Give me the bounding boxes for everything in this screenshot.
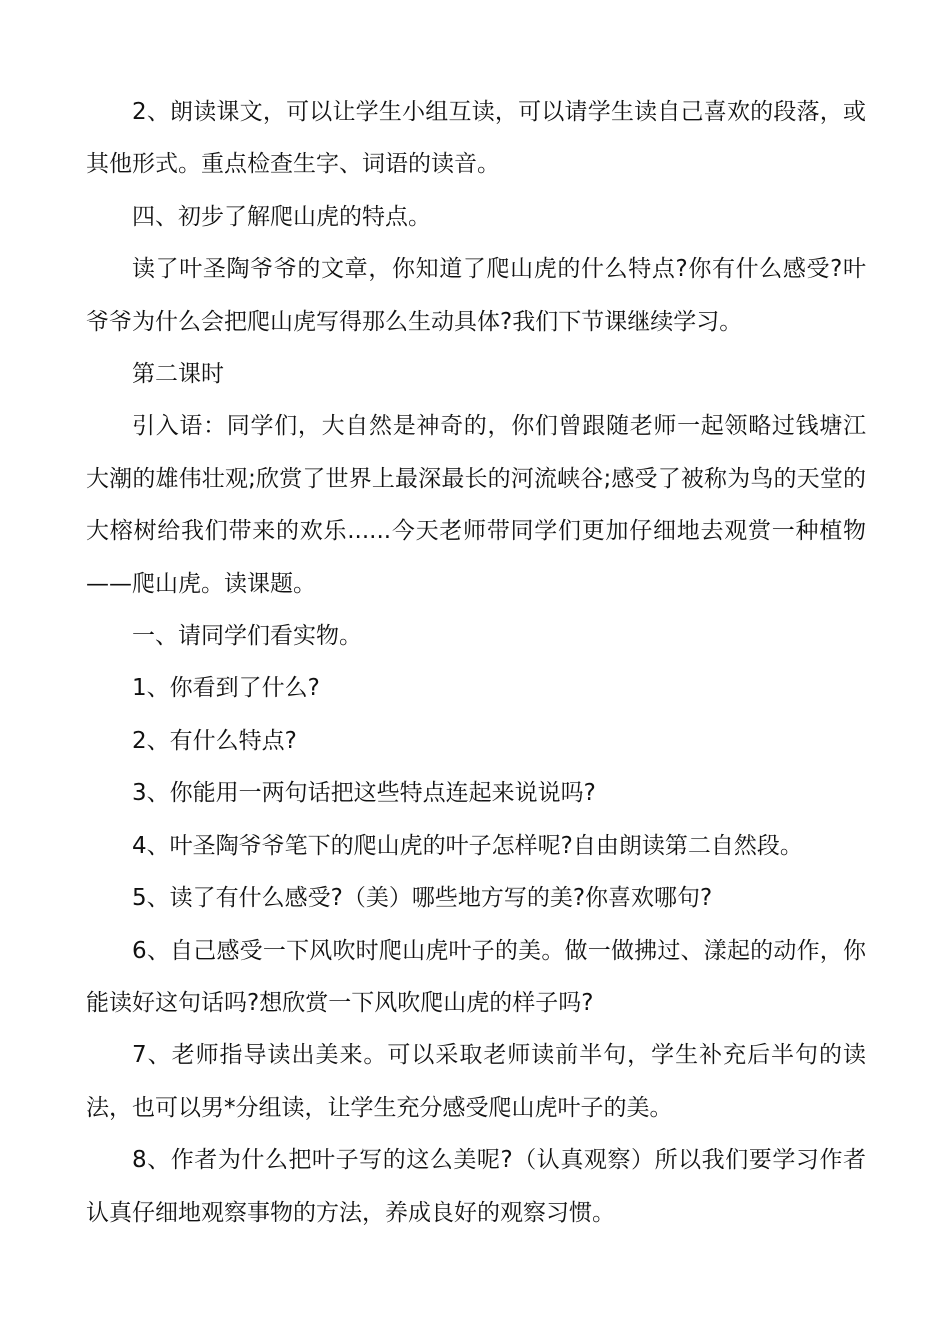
- paragraph-introduction: 引入语：同学们，大自然是神奇的，你们曾跟随老师一起领略过钱塘江大潮的雄伟壮观;欣赏了世界上最深最长的河流峡谷;感受了被称为鸟的天堂的大榕树给我们带来的欢乐......今天老师带同学们更加仔细地去观赏一种植物——爬山虎。读课题。: [86, 413, 866, 597]
- paragraph-item-7: 7、老师指导读出美来。可以采取老师读前半句，学生补充后半句的读法，也可以男*分组读，让学生充分感受爬山虎叶子的美。: [86, 1042, 866, 1121]
- paragraph-item-5: 5、读了有什么感受?（美）哪些地方写的美?你喜欢哪句?: [132, 885, 713, 912]
- paragraph-item-1: 1、你看到了什么?: [132, 675, 320, 702]
- paragraph-feelings-question: 读了叶圣陶爷爷的文章，你知道了爬山虎的什么特点?你有什么感受?叶爷爷为什么会把爬山虎写得那么生动具体?我们下节课继续学习。: [86, 256, 866, 335]
- paragraph-item-2: 2、有什么特点?: [132, 727, 297, 754]
- paragraph-section-four-heading: 四、初步了解爬山虎的特点。: [132, 203, 431, 230]
- document-body: [86, 86, 866, 1239]
- paragraph-section-one-heading: 一、请同学们看实物。: [132, 623, 362, 650]
- paragraph-item-4: 4、叶圣陶爷爷笔下的爬山虎的叶子怎样呢?自由朗读第二自然段。: [132, 832, 803, 859]
- paragraph-second-lesson-heading: 第二课时: [132, 361, 224, 388]
- paragraph-item-6: 6、自己感受一下风吹时爬山虎叶子的美。做一做拂过、漾起的动作，你能读好这句话吗?想欣赏一下风吹爬山虎的样子吗?: [86, 937, 866, 1016]
- paragraph-item-8: 8、作者为什么把叶子写的这么美呢?（认真观察）所以我们要学习作者认真仔细地观察事物的方法，养成良好的观察习惯。: [86, 1147, 866, 1226]
- paragraph-reading-aloud: 2、朗读课文，可以让学生小组互读，可以请学生读自己喜欢的段落，或其他形式。重点检查生字、词语的读音。: [86, 99, 866, 178]
- paragraph-item-3: 3、你能用一两句话把这些特点连起来说说吗?: [132, 780, 596, 807]
